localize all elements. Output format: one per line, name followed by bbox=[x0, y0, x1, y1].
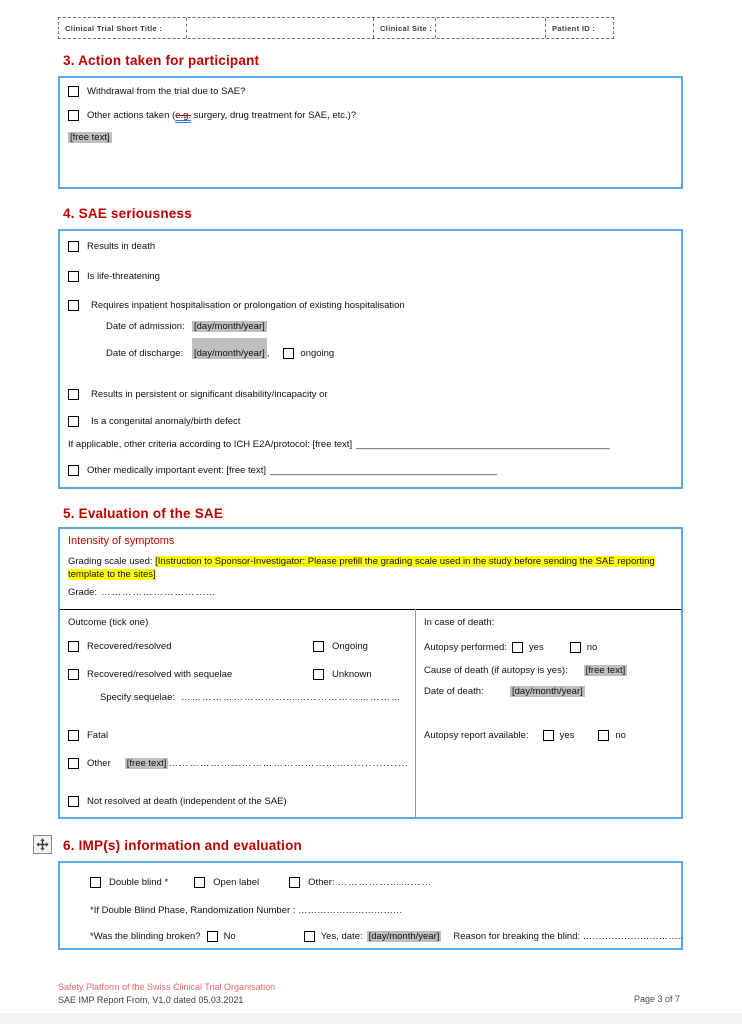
date-of-death-label: Date of death: bbox=[424, 686, 484, 697]
report-no-checkbox[interactable] bbox=[598, 730, 609, 741]
other-actions-label bbox=[87, 110, 356, 121]
specify-sequelae-row bbox=[100, 692, 402, 703]
discharge-date-row bbox=[106, 348, 334, 359]
outcome-other-row bbox=[68, 758, 409, 769]
life-threatening-checkbox[interactable] bbox=[68, 271, 79, 282]
autopsy-report-label: Autopsy report available: bbox=[424, 730, 529, 741]
footer-version: SAE IMP Report From, V1.0 dated 05.03.2021 bbox=[58, 995, 244, 1005]
withdrawal-label: Withdrawal from the trial due to SAE? bbox=[87, 86, 246, 97]
death-header bbox=[424, 617, 494, 628]
other-criteria-label: If applicable, other criteria according to ICH E2A/protocol: [free text] bbox=[68, 439, 353, 450]
section5-divider bbox=[60, 609, 681, 610]
randomization-label: *If Double Blind Phase, Randomization Number : …………………………… bbox=[90, 905, 403, 916]
open-label-checkbox[interactable] bbox=[194, 877, 205, 888]
other-actions-checkbox[interactable] bbox=[68, 110, 79, 121]
autopsy-report-row bbox=[424, 730, 626, 741]
blinding-no-label: No bbox=[223, 931, 236, 942]
section3-title: 3. Action taken for participant bbox=[63, 53, 260, 68]
congenital-row bbox=[68, 416, 240, 427]
footer-organisation: Safety Platform of the Swiss Clinical Trial Organisation bbox=[58, 982, 276, 992]
outcome-header-label: Outcome (tick one) bbox=[68, 617, 149, 628]
trial-title-input[interactable] bbox=[186, 18, 373, 38]
autopsy-performed-row bbox=[424, 642, 597, 653]
blinding-date-field[interactable]: [day/month/year] bbox=[368, 931, 440, 942]
section5-box bbox=[58, 527, 683, 819]
outcome-ongoing-checkbox[interactable] bbox=[313, 641, 324, 652]
outcome-other-checkbox[interactable] bbox=[68, 758, 79, 769]
page-number: Page 3 of 7 bbox=[634, 994, 681, 1004]
action-free-text-field[interactable]: [free text] bbox=[70, 132, 110, 143]
cause-of-death-field[interactable]: [free text] bbox=[585, 665, 626, 676]
report-no-label: no bbox=[615, 730, 626, 741]
not-resolved-row bbox=[68, 796, 287, 807]
death-header-label: In case of death: bbox=[424, 617, 495, 628]
fatal-checkbox[interactable] bbox=[68, 730, 79, 741]
admission-date-field[interactable]: [day/month/year] bbox=[194, 321, 265, 332]
blinding-other-checkbox[interactable] bbox=[289, 877, 300, 888]
blinding-no-checkbox[interactable] bbox=[207, 931, 218, 942]
report-yes-label: yes bbox=[559, 730, 575, 741]
grade-row bbox=[68, 587, 217, 598]
disability-row bbox=[68, 389, 328, 400]
other-event-checkbox[interactable] bbox=[68, 465, 79, 476]
admission-date-label: Date of admission: bbox=[106, 321, 185, 332]
sequelae-row bbox=[68, 669, 413, 680]
section4-title: 4. SAE seriousness bbox=[63, 206, 192, 221]
eg-text: e.g. bbox=[175, 110, 192, 121]
unknown-label: Unknown bbox=[332, 669, 372, 680]
header-fields bbox=[58, 17, 614, 39]
other-criteria-line[interactable]: ________________________________________________ bbox=[356, 439, 610, 450]
hospitalisation-label: Requires inpatient hospitalisation or prolongation of existing hospitalisation bbox=[91, 300, 405, 311]
outcome-other-line[interactable]: ……………………………………………................. bbox=[168, 758, 409, 769]
outcome-other-field[interactable]: [free text] bbox=[126, 758, 167, 769]
page-bottom-edge bbox=[0, 1013, 742, 1024]
blinding-broken-label: *Was the blinding broken? bbox=[90, 931, 201, 942]
withdrawal-row bbox=[68, 86, 245, 97]
date-of-death-row bbox=[424, 686, 585, 697]
section6-title: 6. IMP(s) information and evaluation bbox=[63, 838, 302, 853]
grading-scale-block bbox=[68, 555, 676, 581]
autopsy-no-checkbox[interactable] bbox=[570, 642, 581, 653]
admission-date-row bbox=[106, 321, 267, 332]
sequelae-checkbox[interactable] bbox=[68, 669, 79, 680]
cause-of-death-row bbox=[424, 665, 627, 676]
not-resolved-checkbox[interactable] bbox=[68, 796, 79, 807]
autopsy-no-label: no bbox=[586, 642, 598, 653]
results-death-row bbox=[68, 241, 155, 252]
grade-fill-line[interactable]: …………………………… bbox=[101, 587, 217, 598]
randomization-row bbox=[90, 905, 403, 916]
ongoing-label: ongoing bbox=[300, 348, 335, 359]
autopsy-yes-label: yes bbox=[528, 642, 544, 653]
recovered-row bbox=[68, 641, 413, 652]
grade-label: Grade: bbox=[68, 587, 98, 598]
section6-box bbox=[58, 861, 683, 950]
congenital-label: Is a congenital anomaly/birth defect bbox=[91, 416, 241, 427]
congenital-checkbox[interactable] bbox=[68, 416, 79, 427]
results-death-checkbox[interactable] bbox=[68, 241, 79, 252]
other-event-label: Other medically important event: [free text] bbox=[87, 465, 266, 476]
recovered-checkbox[interactable] bbox=[68, 641, 79, 652]
open-label-label: Open label bbox=[213, 877, 260, 888]
blinding-broken-row bbox=[90, 931, 683, 942]
unknown-group bbox=[313, 669, 372, 680]
outcome-header bbox=[68, 617, 148, 628]
move-handle[interactable] bbox=[33, 835, 52, 854]
ongoing-group bbox=[313, 641, 368, 652]
footer bbox=[58, 981, 275, 1006]
report-yes-checkbox[interactable] bbox=[543, 730, 554, 741]
fatal-row bbox=[68, 730, 108, 741]
recovered-label: Recovered/resolved bbox=[87, 641, 172, 652]
section3-box bbox=[58, 76, 683, 189]
disability-label: Results in persistent or significant disability/incapacity or bbox=[91, 389, 328, 400]
hospitalisation-checkbox[interactable] bbox=[68, 300, 79, 311]
other-event-line[interactable]: ___________________________________________ bbox=[270, 465, 498, 476]
double-blind-label: Double blind * bbox=[109, 877, 169, 888]
other-actions-row bbox=[68, 110, 356, 121]
outcome-other-label: Other bbox=[87, 758, 111, 769]
section5-title: 5. Evaluation of the SAE bbox=[63, 506, 224, 521]
intensity-subtitle: Intensity of symptoms bbox=[68, 535, 175, 547]
ongoing-checkbox[interactable] bbox=[283, 348, 294, 359]
grading-instruction-highlight: [Instruction to Sponsor-Investigator: Please prefill the grading scale used in the study before sending the SAE reporting template to the sites] bbox=[68, 556, 655, 580]
blinding-other-label: Other: bbox=[308, 877, 335, 888]
withdrawal-checkbox[interactable] bbox=[68, 86, 79, 97]
blinding-type-row bbox=[90, 877, 432, 888]
move-icon bbox=[36, 838, 49, 851]
cause-of-death-label: Cause of death (if autopsy is yes): bbox=[424, 665, 568, 676]
unknown-checkbox[interactable] bbox=[313, 669, 324, 680]
results-death-label: Results in death bbox=[87, 241, 156, 252]
grading-scale-label: Grading scale used: bbox=[68, 556, 153, 567]
other-actions-text-post: surgery, drug treatment for SAE, etc.)? bbox=[191, 110, 357, 121]
specify-sequelae-line[interactable]: ……………………………………………………… bbox=[181, 692, 402, 703]
fatal-label: Fatal bbox=[87, 730, 109, 741]
clinical-site-label: Clinical Site : bbox=[373, 18, 435, 38]
not-resolved-label: Not resolved at death (independent of the SAE) bbox=[87, 796, 287, 807]
discharge-comma: , bbox=[266, 348, 270, 359]
double-blind-checkbox[interactable] bbox=[90, 877, 101, 888]
date-of-death-field[interactable]: [day/month/year] bbox=[512, 686, 583, 697]
other-criteria-row bbox=[68, 439, 610, 450]
blinding-yes-label: Yes, date: bbox=[320, 931, 363, 942]
blinding-yes-checkbox[interactable] bbox=[304, 931, 315, 942]
outcome-ongoing-label: Ongoing bbox=[332, 641, 368, 652]
other-event-row bbox=[68, 465, 497, 476]
sequelae-label: Recovered/resolved with sequelae bbox=[87, 669, 233, 680]
autopsy-performed-label: Autopsy performed: bbox=[424, 642, 507, 653]
action-free-text-row bbox=[68, 132, 112, 143]
discharge-date-field[interactable]: [day/month/year] bbox=[194, 348, 265, 359]
specify-sequelae-label: Specify sequelae: bbox=[100, 692, 175, 703]
blinding-reason-label: Reason for breaking the blind: ………………………….. bbox=[453, 931, 684, 942]
patient-id-label: Patient ID : bbox=[545, 18, 613, 38]
hospitalisation-row bbox=[68, 300, 405, 311]
section5-column-divider bbox=[415, 609, 416, 817]
autopsy-yes-checkbox[interactable] bbox=[512, 642, 523, 653]
life-threatening-row bbox=[68, 271, 160, 282]
blinding-other-line[interactable]: ……………………… bbox=[337, 877, 433, 888]
eg-markup bbox=[175, 110, 191, 121]
clinical-site-input[interactable] bbox=[435, 18, 545, 38]
disability-checkbox[interactable] bbox=[68, 389, 79, 400]
section4-box bbox=[58, 229, 683, 489]
other-actions-text-pre: Other actions taken ( bbox=[87, 110, 176, 121]
trial-title-label: Clinical Trial Short Title : bbox=[65, 23, 163, 33]
life-threatening-label: Is life-threatening bbox=[87, 271, 160, 282]
discharge-date-label: Date of discharge: bbox=[106, 348, 184, 359]
